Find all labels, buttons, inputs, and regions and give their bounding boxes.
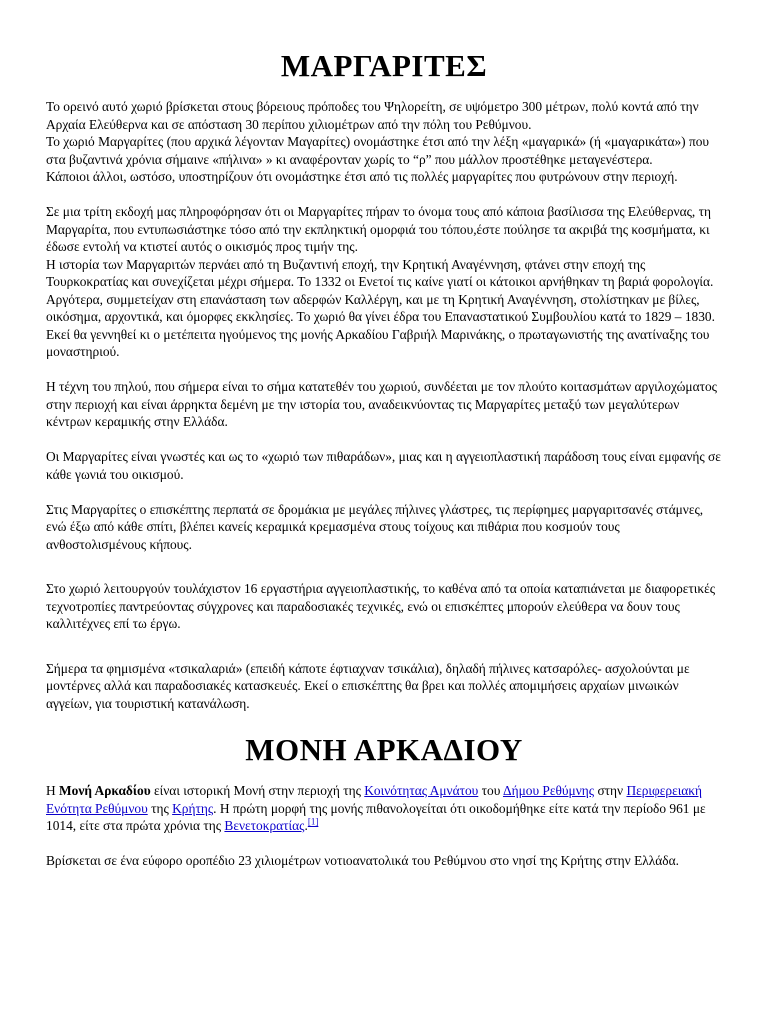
- paragraph-workshops: Στο χωριό λειτουργούν τουλάχιστον 16 εργαστήρια αγγειοπλαστικής, το καθένα από τα οποία καταπιάνεται με διαφορετικές τεχνοτροπίες παντρεύοντας σύγχρονες και παραδοσιακές τεχνικές, ενώ οι επισκέπτες μπορούν ελεύθερα να δουν τους καλλιτέχνες επί τω έργω.: [46, 581, 716, 631]
- text-history: Η ιστορία των Μαργαριτών περνάει από τη Βυζαντινή εποχή, την Κρητική Αναγέννηση, φτάνει στην εποχή της Τουρκοκρατίας και συνεχίζεται μέχρι σήμερα. Το 1332 οι Ενετοί τις καίνε γιατί οι κάτοικοι αρνήθηκαν τη βαριά φορολογία. Αργότερα, συμμετείχαν στη επανάσταση των αδερφών Καλλέργη, και με τη Κρητική Αναγέννηση, στολίστηκαν με βίλες, οικόσημα, αρχοντικά, και όμορφες εκκλησίες. Το χωριό θα γίνει έδρα του Επαναστατικού Συμβουλίου κατά το 1829 – 1830. Εκεί θα γεννηθεί κι ο μετέπειτα ηγούμενος της μονής Αρκαδίου Γαβριήλ Μαρινάκης, ο πρωταγωνιστής της ανατίναξης του μοναστηριού.: [46, 256, 715, 359]
- section-title-margarites: ΜΑΡΓΑΡΙΤΕΣ: [280, 48, 488, 83]
- footnote-link-1[interactable]: [1]: [307, 816, 319, 827]
- text-fragment: στην: [594, 783, 627, 798]
- text-daisies: Κάποιοι άλλοι, ωστόσο, υποστηρίζουν ότι ονομάστηκε έτσι από τις πολλές μαργαρίτες που φυτρώνουν στην περιοχή.: [46, 169, 678, 184]
- paragraph-clay-art: Η τέχνη του πηλού, που σήμερα είναι το σήμα κατατεθέν του χωριού, συνδέεται με τον πλούτο κοιτασμάτων αργιλοχώματος στην περιοχή και είναι άρρηκτα δεμένη με την ιστορία του, αναδεικνύοντας τις Μαργαρίτες μεταξύ των μεγαλύτερων κέντρων κεραμικής στην Ελλάδα.: [46, 379, 717, 429]
- text-queen-margarita: Σε μια τρίτη εκδοχή μας πληροφόρησαν ότι οι Μαργαρίτες πήραν το όνομα τους από κάποια βασίλισσα της Ελεύθερνας, τη Μαργαρίτα, που εντυπωσιάστηκε τόσο από την εκπληκτική ομορφιά του τόπου,έστε πούλησε τα ακριβά της κοσμήματα, κι έδωσε εντολή να κτιστεί αυτός ο οικισμός προς τιμήν της.: [46, 204, 711, 254]
- paragraph-potters-village: Οι Μαργαρίτες είναι γνωστές και ως το «χωριό των πιθαράδων», μιας και η αγγειοπλαστική παράδοση τους είναι εμφανής σε κάθε γωνιά του οικισμού.: [46, 449, 721, 482]
- section-title-arkadi: ΜΟΝΗ ΑΡΚΑΔΙΟΥ: [245, 732, 523, 767]
- link-rethymno-regional-unit[interactable]: Περιφερειακή Ενότητα Ρεθύμνου: [46, 783, 703, 816]
- link-amnatos-community[interactable]: Κοινότητας Αμνάτου: [364, 783, 479, 798]
- paragraph-today: Σήμερα τα φημισμένα «τσικαλαριά» (επειδή κάποτε έφτιαχναν τσικάλια), δηλαδή πήλινες κατσαρόλες- ασχολούνται με μοντέρνες αλλά και παραδοσιακές κατασκευές. Εκεί ο επισκέπτης θα βρει και πολλές απομιμήσεις αρχαίων μινωικών αγγείων, για τουριστική κατανάλωση.: [46, 660, 690, 711]
- text-fragment: .: [304, 818, 308, 833]
- link-rethymno-municipality[interactable]: Δήμου Ρεθύμνης: [502, 783, 595, 798]
- link-crete[interactable]: Κρήτης: [172, 800, 214, 816]
- text-location: Το ορεινό αυτό χωριό βρίσκεται στους βόρειους πρόποδες του Ψηλορείτη, σε υψόμετρο 300 μέτρων, πολύ κοντά από την Αρχαία Ελεύθερνα και σε απόσταση 30 περίπου χιλιομέτρων από την πόλη του Ρεθύμνου.: [46, 99, 699, 132]
- text-name-origin: Το χωριό Μαργαρίτες (που αρχικά λέγονταν Μαγαρίτες) ονομάστηκε έτσι από την λέξη «μαγαρικά» (ή «μαγαρικάτα») που στα βυζαντινά χρόνια σήμαινε «πήλινα» » κι αναφέρονταν χωρίς το “ρ” που μάλλον προστέθηκε μεταγενέστερα.: [46, 134, 710, 167]
- link-venetian-rule[interactable]: Βενετοκρατίας: [224, 818, 305, 833]
- text-fragment: είναι ιστορική Μονή στην περιοχή της: [150, 783, 365, 798]
- paragraph-streets: Στις Μαργαρίτες ο επισκέπτης περπατά σε δρομάκια με μεγάλες πήλινες γλάστρες, τις περίφημες μαργαριτσανές στάμνες, ενώ έξω από κάθε σπίτι, βλέπει κανείς κεραμικά κρεμασμένα στους τοίχους και πιθάρια που κοσμούν τους ανθοστολισμένους κήπους.: [46, 501, 704, 552]
- paragraph-arkadi-intro: [46, 782, 722, 835]
- paragraph-history: [46, 203, 722, 361]
- paragraph-location: [46, 98, 722, 186]
- text-fragment: της: [147, 800, 173, 816]
- text-fragment: του: [478, 783, 503, 798]
- paragraph-arkadi-location: Βρίσκεται σε ένα εύφορο οροπέδιο 23 χιλιομέτρων νοτιοανατολικά του Ρεθύμνου στο νησί της Κρήτης στην Ελλάδα.: [46, 853, 679, 868]
- bold-monastery-name: Μονή Αρκαδίου: [59, 783, 151, 798]
- text-fragment: . Η πρώτη μορφή της μονής πιθανολογείται ότι οικοδομήθηκε είτε κατά την περίοδο 961 με 1014, είτε στα πρώτα χρόνια της: [46, 800, 706, 833]
- text-fragment: Η: [46, 783, 60, 798]
